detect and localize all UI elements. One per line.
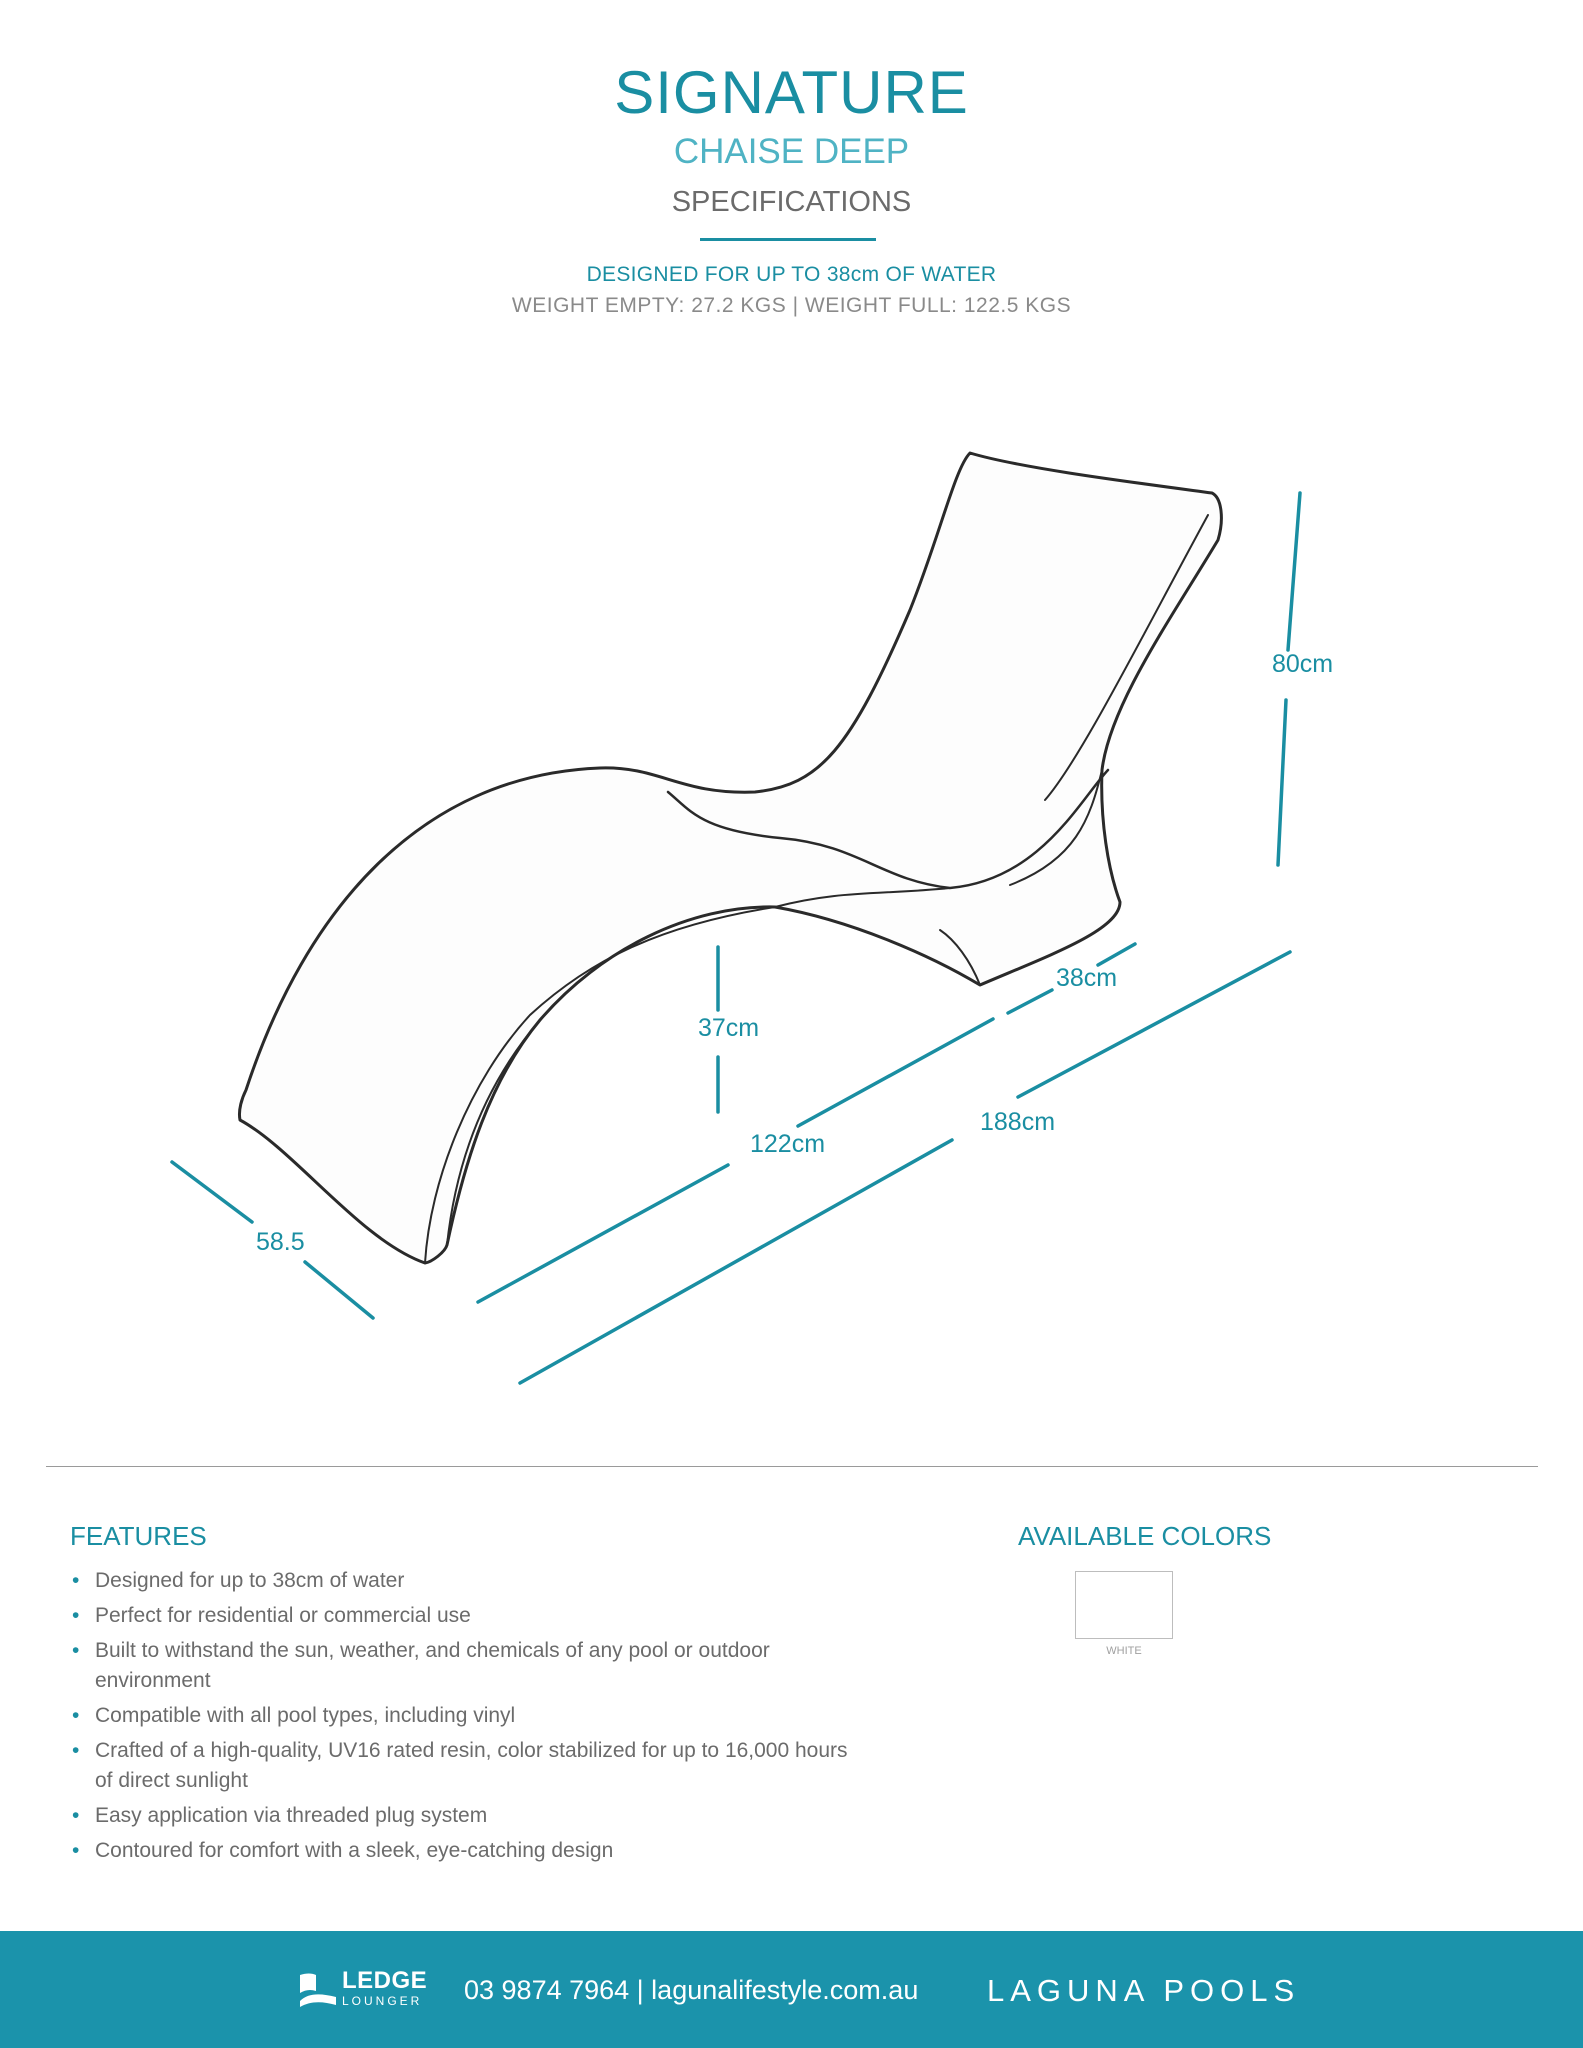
features-list xyxy=(70,1566,870,1871)
bullet-icon: • xyxy=(72,1639,80,1662)
dim-total-length-label: 188cm xyxy=(980,1108,1056,1136)
product-title: SIGNATURE xyxy=(614,59,969,126)
feature-item: • Designed for up to 38cm of water xyxy=(70,1566,870,1596)
feature-item: • Built to withstand the sun, weather, and chemicals of any pool or outdoor environment xyxy=(70,1636,870,1696)
bullet-icon: • xyxy=(72,1804,80,1827)
product-subtitle: CHAISE DEEP xyxy=(673,132,910,171)
dim-seat-length-label: 122cm xyxy=(750,1130,826,1158)
color-swatch-label: WHITE xyxy=(1106,1645,1142,1657)
chaise-drawing xyxy=(0,420,1583,1420)
section-divider xyxy=(46,1466,1538,1467)
bullet-icon: • xyxy=(72,1604,80,1627)
bullet-icon: • xyxy=(72,1739,80,1762)
ledge-lounger-logo-icon xyxy=(298,1971,338,2009)
colors-heading: AVAILABLE COLORS xyxy=(1018,1521,1272,1551)
logo-text-lounger: LOUNGER xyxy=(342,1994,423,2008)
features-heading: FEATURES xyxy=(70,1521,207,1551)
feature-item: • Crafted of a high-quality, UV16 rated resin, color stabilized for up to 16,000 hours of direct sunlight xyxy=(70,1736,870,1796)
dim-height-label: 80cm xyxy=(1272,650,1334,678)
brand-name: LAGUNA POOLS xyxy=(987,1973,1301,2008)
feature-item: • Contoured for comfort with a sleek, eye-catching design xyxy=(70,1836,870,1866)
dim-width-label: 58.5 xyxy=(256,1228,305,1256)
bullet-icon: • xyxy=(72,1569,80,1592)
contact-info: 03 9874 7964 | lagunalifestyle.com.au xyxy=(464,1975,919,2005)
title-underline xyxy=(700,238,876,241)
bullet-icon: • xyxy=(72,1839,80,1862)
chaise-outline xyxy=(239,453,1221,1263)
weights-note: WEIGHT EMPTY: 27.2 KGS | WEIGHT FULL: 122.5 KGS xyxy=(511,294,1072,317)
bullet-icon: • xyxy=(72,1704,80,1727)
footer xyxy=(0,1931,1583,2048)
feature-item: • Easy application via threaded plug system xyxy=(70,1801,870,1831)
feature-item: • Perfect for residential or commercial use xyxy=(70,1601,870,1631)
water-note: DESIGNED FOR UP TO 38cm OF WATER xyxy=(586,263,997,286)
color-swatch-white xyxy=(1075,1571,1173,1639)
logo-text-ledge: LEDGE xyxy=(342,1967,428,1994)
dim-seat-height-label: 37cm xyxy=(698,1014,760,1042)
spec-label: SPECIFICATIONS xyxy=(671,186,912,218)
feature-item: • Compatible with all pool types, including vinyl xyxy=(70,1701,870,1731)
dim-water-depth-label: 38cm xyxy=(1056,964,1118,992)
